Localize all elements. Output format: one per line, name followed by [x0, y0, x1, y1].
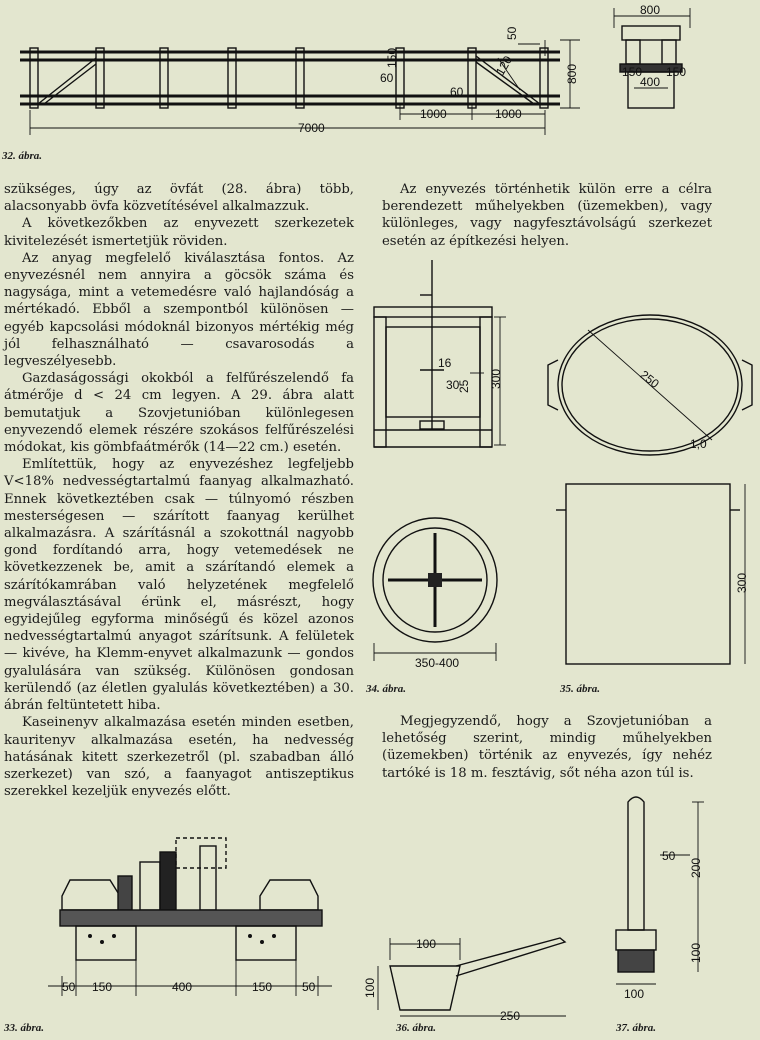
paragraph-3: Az anyag megfelelő kiválasztása fontos. Az enyvezésnél nem annyira a göcsök száma és nagysága, mint a vetemedésre való hajlandóság a mértékadó. Ebből a szempontból különösen — egyéb kapcsolási módoknál bizonyos mértékig még jól felhasználható — csavarosodás a legveszélyesebb. — [4, 250, 354, 370]
fig33-dim-50b: 50 — [302, 980, 316, 994]
fig32-dim-60a: 60 — [380, 71, 394, 85]
fig32-dim-1000a: 1000 — [420, 107, 447, 121]
fig34-dim-16: 16 — [438, 356, 452, 370]
figure-37-drawing — [600, 790, 750, 1025]
fig32-sec-150b: 150 — [666, 65, 687, 79]
figure-36-drawing — [360, 920, 580, 1030]
fig33-dim-400: 400 — [172, 980, 193, 994]
fig33-dim-150b: 150 — [252, 980, 273, 994]
paragraph-6: Kaseinenyv alkalmazása esetén minden esetben, kauritenyv alkalmazása esetén, ha nedvesség hatásának kitett szerkezetről (pl. szabadban álló szerkezet) van szó, a faanyagot antiszeptikus szerekkel kezeljük enyvezés előtt. — [4, 715, 354, 800]
right-top-text: Az enyvezés történhetik külön erre a célra berendezett műhelyekben (üzemekben), vagy különleges, vagy nagyfesztávolságú szerkezet esetén az építkezési helyen. — [382, 182, 712, 249]
left-column-text — [4, 181, 354, 800]
fig32-dim-7000: 7000 — [298, 121, 325, 135]
figure-34-drawing — [360, 255, 530, 690]
fig37-dim-100b: 100 — [624, 987, 645, 1001]
figure-33-drawing — [40, 836, 340, 1026]
fig33-dim-50a: 50 — [62, 980, 76, 994]
fig32-caption: 32. ábra. — [2, 150, 43, 162]
fig37-dim-50: 50 — [662, 849, 676, 863]
paragraph-1: szükséges, úgy az övfát (28. ábra) több, alacsonyabb övfa közvetítésével alkalmazzuk. — [4, 182, 354, 215]
fig34-dim-350: 350-400 — [415, 656, 460, 670]
paragraph-4: Gazdaságossági okokból a felfűrészelendő fa átmérője d < 24 cm legyen. A 29. ábra alatt bemutatjuk a Szovjetunióban különlegesen enyvezendő elemek részére szokásos felfűrészelési módokat, kis gömbfaátmérők (14—22 cm.) esetén. — [4, 371, 354, 456]
fig32-dim-60b: 60 — [450, 85, 464, 99]
fig36-dim-100b: 100 — [363, 977, 377, 998]
paragraph-5: Említettük, hogy az enyvezéshez legfeljebb V<18% nedvességtartalmú faanyag alkalmazható. Ennek következtében csak — túlnyomó részben mesterségesen — szárított faanyag kerülhet alkalmazásra. A szárításnál a szokottnál nagyobb gond fordítandó arra, hogy vetemedések ne következzenek be, amit a szárítandó elemek a szárítókamrában való helyzetének megfelelő megválasztásával érünk el, másrészt, hogy egyidejűleg egyforma minőségű és közel azonos nedvességtartalmú anyagot szárítsunk. A felületek — kivéve, ha Klemm-enyvet alkalmazunk — gondos gyalulására van szükség. Különösen gondosan kerülendő (az életlen gyalulás következtében) a 30. ábrán feltüntetett hiba. — [4, 457, 354, 714]
fig36-caption: 36. ábra. — [396, 1022, 437, 1034]
right-bottom-text: Megjegyzendő, hogy a Szovjetunióban a lehetőség szerint, mindig műhelyekben (üzemekben) történik az enyvezés, így nehéz tartóké is 18 m. fesztávig, sőt néha azon túl is. — [382, 714, 712, 781]
fig35-dim-300: 300 — [735, 572, 749, 593]
fig36-dim-100a: 100 — [416, 937, 437, 951]
fig32-dim-800: 800 — [565, 63, 579, 84]
fig37-dim-200: 200 — [689, 857, 703, 878]
fig36-dim-250: 250 — [500, 1009, 521, 1023]
fig32-sec-400: 400 — [640, 75, 661, 89]
fig35-caption: 35. ábra. — [560, 683, 601, 695]
fig32-dim-120: 120 — [492, 53, 516, 78]
fig34-caption: 34. ábra. — [366, 683, 407, 695]
figure-35-drawing — [540, 310, 750, 690]
fig33-caption: 33. ábra. — [4, 1022, 45, 1034]
fig32-dim-1000b: 1000 — [495, 107, 522, 121]
fig32-dim-150: 150 — [385, 47, 399, 68]
fig32-sec-150a: 150 — [622, 65, 643, 79]
fig37-caption: 37. ábra. — [616, 1022, 657, 1034]
fig34-dim-300: 300 — [489, 368, 503, 389]
fig32-sec-800: 800 — [640, 3, 661, 17]
fig34-dim-25: 25 — [457, 379, 471, 393]
fig35-dim-250: 250 — [637, 367, 662, 392]
fig37-dim-100a: 100 — [689, 942, 703, 963]
fig32-dim-50: 50 — [505, 26, 519, 40]
paragraph-2: A következőkben az enyvezett szerkezetek kivitelezését ismertetjük röviden. — [4, 216, 354, 249]
fig33-dim-150a: 150 — [92, 980, 113, 994]
fig34-dim-30: 30 — [446, 378, 460, 392]
fig35-dim-10: 1,0 — [690, 437, 707, 451]
figure-32-truss-drawing — [0, 0, 760, 175]
